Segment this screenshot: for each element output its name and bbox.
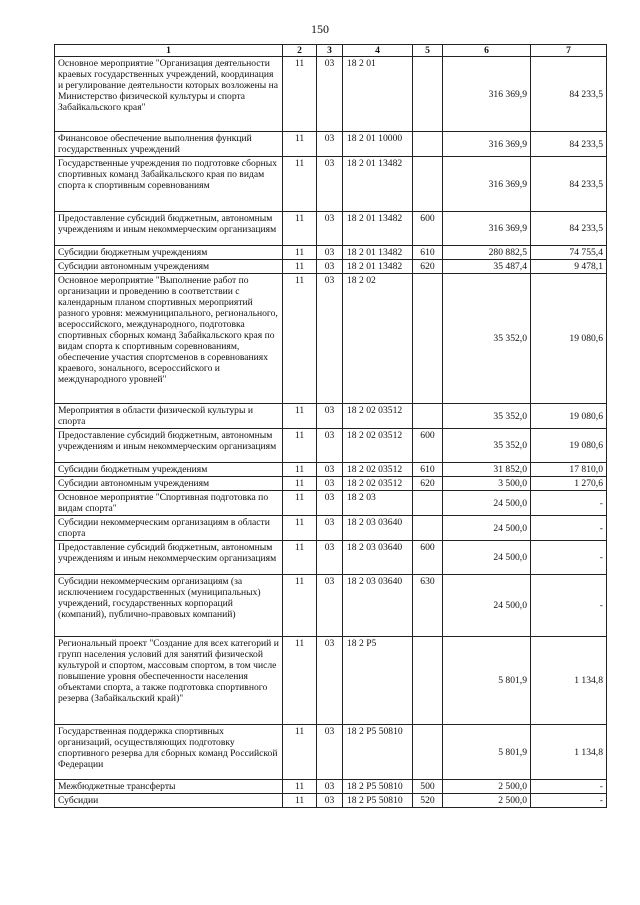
cell-amount-plan: 24 500,0 xyxy=(443,541,531,575)
cell-amount-actual: 1 270,6 xyxy=(531,477,607,491)
table-row xyxy=(55,429,607,463)
cell-expense-type: 500 xyxy=(413,780,443,794)
cell-name: Основное мероприятие "Организация деятельности краевых государственных учреждений, координация и регулирование деятельности которых возложены на Министерство физической культуры и спорта Забайкальского края" xyxy=(55,57,283,132)
cell-name: Предоставление субсидий бюджетным, автономным учреждениям и иным некоммерческим организациям xyxy=(55,429,283,463)
cell-target-code: 18 2 01 xyxy=(343,57,413,132)
cell-target-code: 18 2 02 03512 xyxy=(343,404,413,429)
cell-amount-actual: 1 134,8 xyxy=(531,637,607,725)
cell-name: Субсидии автономным учреждениям xyxy=(55,260,283,274)
cell-subsection: 03 xyxy=(317,132,343,157)
cell-amount-plan: 2 500,0 xyxy=(443,780,531,794)
cell-section: 11 xyxy=(283,132,317,157)
cell-amount-plan: 24 500,0 xyxy=(443,516,531,541)
cell-amount-plan: 35 487,4 xyxy=(443,260,531,274)
cell-section: 11 xyxy=(283,637,317,725)
cell-section: 11 xyxy=(283,541,317,575)
table-row xyxy=(55,260,607,274)
table-row xyxy=(55,463,607,477)
cell-name: Основное мероприятие "Спортивная подготовка по видам спорта" xyxy=(55,491,283,516)
header-col-5: 5 xyxy=(413,45,443,57)
cell-name: Субсидии бюджетным учреждениям xyxy=(55,246,283,260)
cell-amount-actual: - xyxy=(531,575,607,637)
cell-amount-actual: 74 755,4 xyxy=(531,246,607,260)
cell-expense-type xyxy=(413,404,443,429)
cell-target-code: 18 2 Р5 xyxy=(343,637,413,725)
cell-target-code: 18 2 02 03512 xyxy=(343,477,413,491)
header-col-1: 1 xyxy=(55,45,283,57)
cell-expense-type: 620 xyxy=(413,477,443,491)
cell-expense-type: 600 xyxy=(413,212,443,246)
cell-expense-type xyxy=(413,274,443,404)
table-row xyxy=(55,637,607,725)
table-row xyxy=(55,491,607,516)
cell-expense-type: 610 xyxy=(413,463,443,477)
cell-section: 11 xyxy=(283,780,317,794)
cell-subsection: 03 xyxy=(317,794,343,808)
cell-subsection: 03 xyxy=(317,57,343,132)
table-row xyxy=(55,57,607,132)
cell-amount-plan: 316 369,9 xyxy=(443,132,531,157)
cell-target-code: 18 2 03 03640 xyxy=(343,575,413,637)
cell-subsection: 03 xyxy=(317,477,343,491)
cell-amount-actual: - xyxy=(531,780,607,794)
table-row xyxy=(55,780,607,794)
header-col-2: 2 xyxy=(283,45,317,57)
cell-amount-plan: 280 882,5 xyxy=(443,246,531,260)
cell-section: 11 xyxy=(283,57,317,132)
header-row xyxy=(55,45,607,57)
table-body xyxy=(55,57,607,808)
cell-amount-plan: 24 500,0 xyxy=(443,575,531,637)
cell-target-code: 18 2 01 13482 xyxy=(343,260,413,274)
cell-name: Предоставление субсидий бюджетным, автономным учреждениям и иным некоммерческим организациям xyxy=(55,212,283,246)
cell-subsection: 03 xyxy=(317,157,343,212)
header-col-6: 6 xyxy=(443,45,531,57)
table-row xyxy=(55,132,607,157)
cell-section: 11 xyxy=(283,725,317,780)
cell-amount-plan: 316 369,9 xyxy=(443,157,531,212)
header-col-4: 4 xyxy=(343,45,413,57)
cell-name: Субсидии бюджетным учреждениям xyxy=(55,463,283,477)
cell-subsection: 03 xyxy=(317,575,343,637)
cell-section: 11 xyxy=(283,463,317,477)
cell-amount-actual: - xyxy=(531,516,607,541)
table-row xyxy=(55,157,607,212)
cell-expense-type xyxy=(413,157,443,212)
cell-amount-plan: 24 500,0 xyxy=(443,491,531,516)
cell-expense-type xyxy=(413,57,443,132)
cell-amount-actual: 19 080,6 xyxy=(531,429,607,463)
cell-amount-plan: 31 852,0 xyxy=(443,463,531,477)
table-row xyxy=(55,725,607,780)
cell-amount-plan: 316 369,9 xyxy=(443,57,531,132)
cell-subsection: 03 xyxy=(317,429,343,463)
cell-amount-plan: 5 801,9 xyxy=(443,725,531,780)
cell-target-code: 18 2 01 13482 xyxy=(343,212,413,246)
cell-name: Мероприятия в области физической культуры и спорта xyxy=(55,404,283,429)
cell-target-code: 18 2 02 03512 xyxy=(343,429,413,463)
cell-name: Государственная поддержка спортивных организаций, осуществляющих подготовку спортивного резерва для сборных команд Российской Федерации xyxy=(55,725,283,780)
cell-expense-type xyxy=(413,491,443,516)
cell-amount-plan: 316 369,9 xyxy=(443,212,531,246)
cell-amount-plan: 5 801,9 xyxy=(443,637,531,725)
cell-amount-actual: - xyxy=(531,491,607,516)
cell-subsection: 03 xyxy=(317,637,343,725)
cell-target-code: 18 2 02 xyxy=(343,274,413,404)
cell-expense-type: 620 xyxy=(413,260,443,274)
cell-amount-plan: 2 500,0 xyxy=(443,794,531,808)
cell-amount-actual: 84 233,5 xyxy=(531,57,607,132)
cell-section: 11 xyxy=(283,516,317,541)
cell-amount-actual: 84 233,5 xyxy=(531,157,607,212)
cell-name: Субсидии автономным учреждениям xyxy=(55,477,283,491)
cell-subsection: 03 xyxy=(317,463,343,477)
cell-subsection: 03 xyxy=(317,491,343,516)
cell-section: 11 xyxy=(283,491,317,516)
cell-amount-plan: 35 352,0 xyxy=(443,404,531,429)
cell-name: Субсидии некоммерческим организациям (за исключением государственных (муниципальных) учреждений, государственных корпораций (компаний), публично-правовых компаний) xyxy=(55,575,283,637)
cell-expense-type: 610 xyxy=(413,246,443,260)
cell-expense-type xyxy=(413,637,443,725)
cell-amount-actual: 84 233,5 xyxy=(531,132,607,157)
cell-name: Региональный проект "Создание для всех категорий и групп населения условий для занятий физической культурой и спортом, массовым спортом, в том числе повышение уровня обеспеченности населения объектами спорта, а также подготовка спортивного резерва (Забайкальский край)" xyxy=(55,637,283,725)
cell-section: 11 xyxy=(283,477,317,491)
cell-name: Межбюджетные трансферты xyxy=(55,780,283,794)
cell-expense-type: 630 xyxy=(413,575,443,637)
cell-subsection: 03 xyxy=(317,780,343,794)
cell-target-code: 18 2 03 xyxy=(343,491,413,516)
cell-subsection: 03 xyxy=(317,246,343,260)
cell-amount-plan: 35 352,0 xyxy=(443,274,531,404)
table-row xyxy=(55,246,607,260)
cell-target-code: 18 2 03 03640 xyxy=(343,516,413,541)
cell-name: Субсидии xyxy=(55,794,283,808)
cell-subsection: 03 xyxy=(317,274,343,404)
cell-expense-type: 600 xyxy=(413,429,443,463)
cell-target-code: 18 2 Р5 50810 xyxy=(343,794,413,808)
cell-section: 11 xyxy=(283,157,317,212)
cell-name: Финансовое обеспечение выполнения функций государственных учреждений xyxy=(55,132,283,157)
cell-section: 11 xyxy=(283,246,317,260)
cell-amount-actual: 17 810,0 xyxy=(531,463,607,477)
cell-target-code: 18 2 Р5 50810 xyxy=(343,725,413,780)
cell-expense-type xyxy=(413,725,443,780)
cell-amount-actual: - xyxy=(531,794,607,808)
cell-amount-actual: 84 233,5 xyxy=(531,212,607,246)
table-row xyxy=(55,274,607,404)
table-row xyxy=(55,794,607,808)
cell-target-code: 18 2 01 13482 xyxy=(343,157,413,212)
cell-target-code: 18 2 01 13482 xyxy=(343,246,413,260)
budget-table xyxy=(54,44,607,808)
cell-target-code: 18 2 02 03512 xyxy=(343,463,413,477)
table-row xyxy=(55,575,607,637)
cell-amount-actual: - xyxy=(531,541,607,575)
cell-section: 11 xyxy=(283,794,317,808)
page-number: 150 xyxy=(311,22,329,36)
cell-subsection: 03 xyxy=(317,725,343,780)
cell-amount-plan: 35 352,0 xyxy=(443,429,531,463)
table-row xyxy=(55,516,607,541)
cell-subsection: 03 xyxy=(317,260,343,274)
cell-amount-actual: 19 080,6 xyxy=(531,274,607,404)
cell-expense-type: 520 xyxy=(413,794,443,808)
cell-section: 11 xyxy=(283,212,317,246)
cell-subsection: 03 xyxy=(317,516,343,541)
cell-section: 11 xyxy=(283,260,317,274)
cell-subsection: 03 xyxy=(317,541,343,575)
cell-name: Предоставление субсидий бюджетным, автономным учреждениям и иным некоммерческим организациям xyxy=(55,541,283,575)
table-row xyxy=(55,212,607,246)
table-row xyxy=(55,404,607,429)
cell-section: 11 xyxy=(283,274,317,404)
cell-expense-type xyxy=(413,132,443,157)
table-row xyxy=(55,541,607,575)
cell-name: Государственные учреждения по подготовке сборных спортивных команд Забайкальского края по видам спорта к спортивным соревнованиям xyxy=(55,157,283,212)
header-col-7: 7 xyxy=(531,45,607,57)
cell-target-code: 18 2 03 03640 xyxy=(343,541,413,575)
cell-section: 11 xyxy=(283,575,317,637)
table-row xyxy=(55,477,607,491)
cell-amount-plan: 3 500,0 xyxy=(443,477,531,491)
cell-name: Субсидии некоммерческим организациям в области спорта xyxy=(55,516,283,541)
cell-subsection: 03 xyxy=(317,404,343,429)
cell-target-code: 18 2 01 10000 xyxy=(343,132,413,157)
cell-target-code: 18 2 Р5 50810 xyxy=(343,780,413,794)
cell-amount-actual: 1 134,8 xyxy=(531,725,607,780)
cell-section: 11 xyxy=(283,404,317,429)
cell-subsection: 03 xyxy=(317,212,343,246)
cell-section: 11 xyxy=(283,429,317,463)
cell-expense-type: 600 xyxy=(413,541,443,575)
cell-amount-actual: 19 080,6 xyxy=(531,404,607,429)
header-col-3: 3 xyxy=(317,45,343,57)
cell-name: Основное мероприятие "Выполнение работ по организации и проведению в соответствии с календарным планом спортивных мероприятий разного уровня: межмуниципального, регионального, всероссийского, международного, подготовка спортивных сборных команд Забайкальского края по видам спорта к спортивным соревнованиям, обеспечение участия спортсменов в соревнованиях краевого, зонального, всероссийского и международного уровней" xyxy=(55,274,283,404)
cell-expense-type xyxy=(413,516,443,541)
cell-amount-actual: 9 478,1 xyxy=(531,260,607,274)
